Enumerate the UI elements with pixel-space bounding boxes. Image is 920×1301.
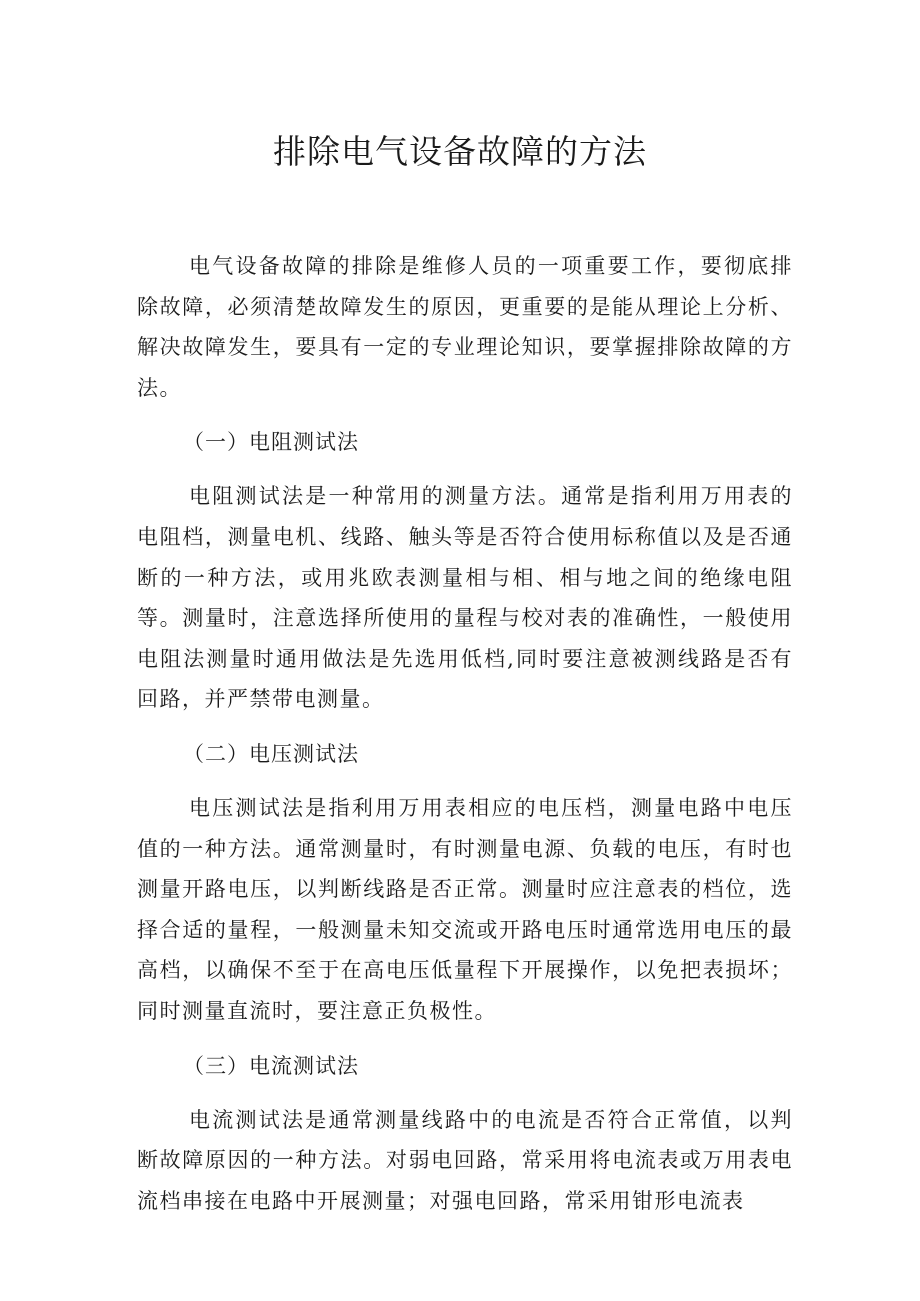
section-heading-current: （三）电流测试法: [183, 1053, 359, 1078]
intro-paragraph: 电气设备故障的排除是维修人员的一项重要工作，要彻底排除故障，必须清楚故障发生的原因，更重要的是能从理论上分析、解决故障发生，要具有一定的专业理论知识，要掌握排除故障的方法。: [137, 254, 793, 400]
section-paragraph-current: 电流测试法是通常测量线路中的电流是否符合正常值，以判断故障原因的一种方法。对弱电回路，常采用将电流表或万用表电流档串接在电路中开展测量；对强电回路，常采用钳形电流表: [137, 1107, 793, 1213]
section-heading-resistance: （一）电阻测试法: [183, 430, 359, 455]
section-paragraph-voltage: 电压测试法是指利用万用表相应的电压档，测量电路中电压值的一种方法。通常测量时，有时测量电源、负载的电压，有时也测量开路电压，以判断线路是否正常。测量时应注意表的档位，选择合适的量程，一般测量未知交流或开路电压时通常选用电压的最高档，以确保不至于在高电压低量程下开展操作，以免把表损坏；同时测量直流时，要注意正负极性。: [137, 795, 793, 1023]
section-heading-voltage: （二）电压测试法: [183, 741, 359, 766]
document-body: [137, 246, 793, 1235]
document-title: 排除电气设备故障的方法: [273, 132, 647, 171]
section-paragraph-resistance: 电阻测试法是一种常用的测量方法。通常是指利用万用表的电阻档，测量电机、线路、触头等是否符合使用标称值以及是否通断的一种方法，或用兆欧表测量相与相、相与地之间的绝缘电阻等。测量时，注意选择所使用的量程与校对表的准确性，一般使用电阻法测量时通用做法是先选用低档,同时要注意被测线路是否有回路，并严禁带电测量。: [137, 484, 793, 712]
